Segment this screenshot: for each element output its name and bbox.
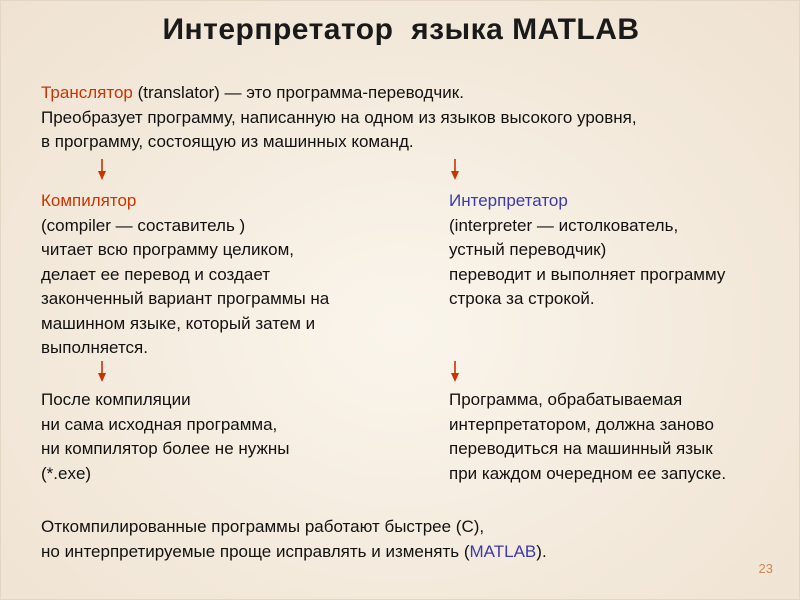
compiler-line: читает всю программу целиком,	[41, 240, 294, 259]
intro-line-2: Преобразует программу, написанную на одном из языков высокого уровня,	[41, 107, 637, 127]
interpreted-line: при каждом очередном ее запуске.	[449, 463, 727, 483]
slide-title: Интерпретатор языка MATLAB	[162, 13, 640, 46]
intro-line-3: в программу, состоящую из машинных команд.	[41, 132, 414, 151]
interpreted-line: интерпретатором, должна заново	[449, 414, 714, 434]
interpreter-line: (interpreter — истолкователь,	[449, 215, 679, 235]
interpreter-line: строка за строкой.	[449, 289, 595, 308]
interpreted-block	[449, 388, 726, 486]
interpreter-line: переводит и выполняет программу	[449, 264, 726, 284]
conclusion-text: но интерпретируемые проще исправлять и изменять (	[41, 541, 470, 561]
compiler-line: делает ее перевод и создает	[41, 264, 270, 284]
translator-term: Транслятор	[41, 83, 133, 102]
interpreted-line: Программа, обрабатываемая	[449, 390, 683, 409]
page-number: 23	[758, 561, 773, 576]
translator-definition: (translator) — это программа-переводчик.	[132, 83, 464, 102]
interpreter-block	[449, 189, 725, 312]
conclusion-line-1: Откомпилированные программы работают быстрее (С),	[41, 517, 485, 536]
after-compile-line: (*.exe)	[41, 463, 92, 483]
interpreted-line: переводиться на машинный язык	[449, 439, 713, 458]
compiler-line: (compiler — составитель )	[41, 215, 246, 235]
compiler-heading: Компилятор	[41, 191, 137, 210]
after-compile-line: После компиляции	[41, 390, 191, 409]
arrow-down-icon	[450, 159, 460, 181]
intro-block	[41, 81, 637, 155]
compiler-block	[41, 189, 329, 361]
compiler-line: машинном языке, который затем и	[41, 313, 316, 333]
after-compile-line: ни компилятор более не нужны	[41, 439, 290, 458]
conclusion-block	[41, 515, 547, 564]
arrow-down-icon	[97, 159, 107, 181]
conclusion-text-end: ).	[536, 541, 547, 561]
arrow-down-icon	[450, 361, 460, 383]
intro-line-1	[41, 81, 637, 106]
after-compile-line: ни сама исходная программа,	[41, 414, 278, 434]
arrow-down-icon	[97, 361, 107, 383]
matlab-accent: MATLAB	[469, 541, 537, 561]
interpreter-heading: Интерпретатор	[449, 191, 568, 210]
compiler-line: выполняется.	[41, 338, 148, 357]
compiler-line: законченный вариант программы на	[41, 289, 330, 308]
conclusion-line-2	[41, 540, 547, 565]
interpreter-line: устный переводчик)	[449, 240, 607, 259]
after-compile-block	[41, 388, 289, 486]
